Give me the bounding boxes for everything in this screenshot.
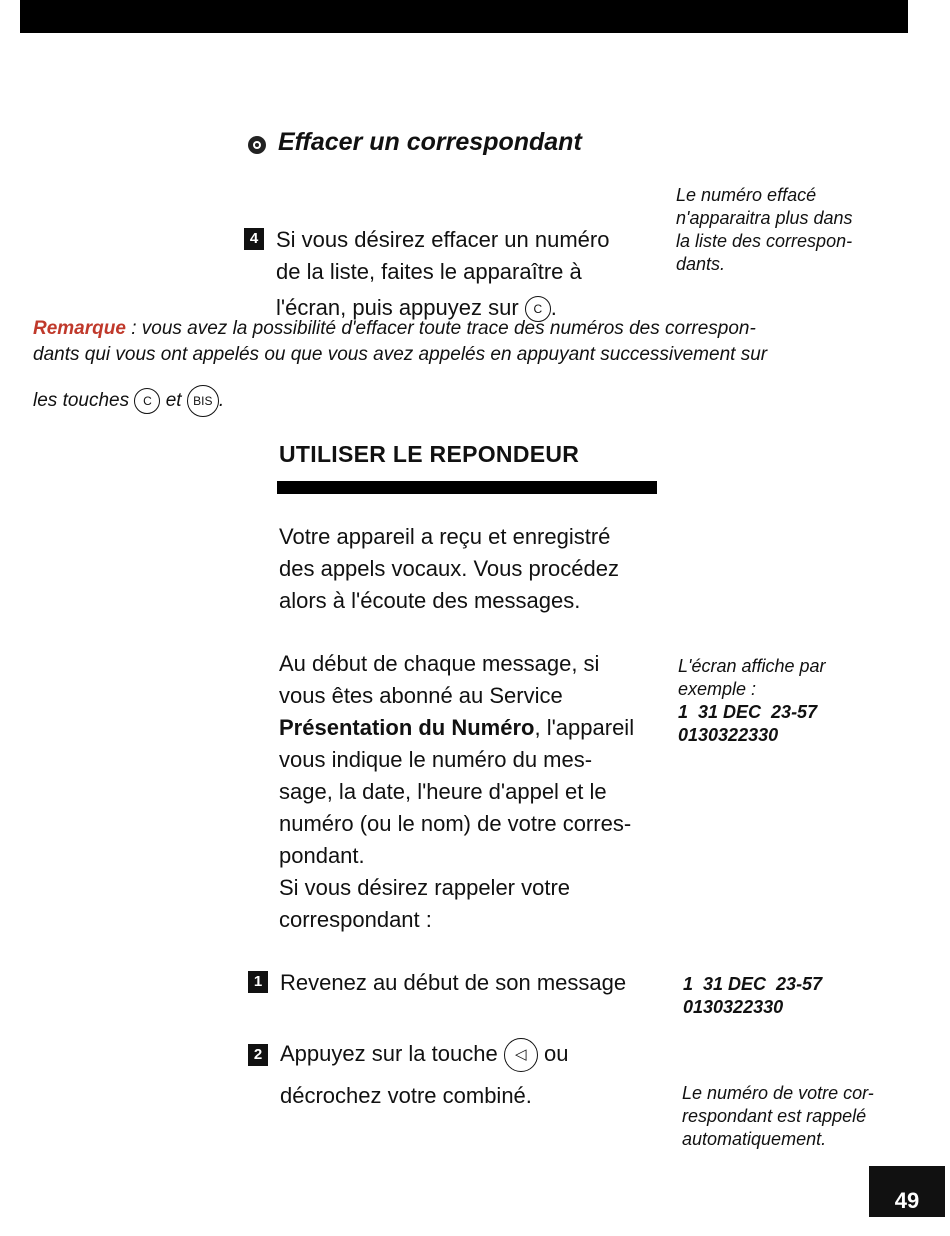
display-note	[678, 655, 826, 747]
display-example-date: 1 31 DEC 23-57	[678, 702, 818, 722]
remark-line2: dants qui vous ont appelés ou que vous avez appelés en appuyant successivement sur	[33, 344, 768, 365]
erase-note-line: n'apparaitra plus dans	[676, 208, 853, 228]
recall-note-line: automatiquement.	[682, 1129, 827, 1149]
recall-note-line: respondant est rappelé	[682, 1106, 867, 1126]
recall-note	[682, 1082, 874, 1151]
erase-note-line: la liste des correspon-	[676, 231, 853, 251]
display-step1-number: 0130322330	[683, 997, 784, 1017]
heading-utiliser-le-repondeur: UTILISER LE REPONDEUR	[279, 441, 580, 467]
display-example-number: 0130322330	[678, 725, 779, 745]
step2-line2: décrochez votre combiné.	[280, 1083, 532, 1109]
intro-line: alors à l'écoute des messages.	[279, 588, 581, 613]
step4-line3-text: l'écran, puis appuyez sur	[276, 295, 519, 320]
para-line: numéro (ou le nom) de votre corres-	[279, 811, 632, 836]
para-line: vous êtes abonné au Service	[279, 683, 563, 708]
display-note-line2: exemple :	[678, 679, 757, 699]
erase-note	[676, 184, 853, 276]
step-badge-4: 4	[244, 228, 264, 250]
display-step1-date: 1 31 DEC 23-57	[683, 974, 823, 994]
para-line: pondant.	[279, 843, 365, 868]
c-key-icon: C	[525, 296, 551, 322]
erase-note-line: dants.	[676, 254, 726, 274]
step4-end: .	[550, 295, 557, 320]
remark-text3: les touches	[33, 390, 130, 412]
recall-note-line: Le numéro de votre cor-	[682, 1083, 874, 1103]
remark-text1: : vous avez la possibilité d'effacer toute trace des numéros des correspon-	[125, 318, 756, 339]
remark-line3	[33, 385, 224, 417]
section-title: Effacer un correspondant	[278, 128, 582, 156]
remark-label: Remarque	[33, 318, 126, 339]
step2-text-after: ou	[543, 1041, 569, 1066]
step4-line2: de la liste, faites le apparaître à	[276, 259, 582, 284]
message-paragraph	[279, 648, 634, 936]
heading-rule	[277, 481, 657, 494]
top-black-bar	[20, 0, 908, 33]
display-step1	[683, 973, 822, 1019]
para-line	[279, 712, 634, 744]
speaker-key-icon: ◁	[504, 1038, 538, 1072]
para-line: Au début de chaque message, si	[279, 651, 600, 676]
step2-text-before: Appuyez sur la touche	[280, 1041, 498, 1066]
service-name: Présentation du Numéro	[279, 715, 535, 740]
para-line: sage, la date, l'heure d'appel et le	[279, 779, 607, 804]
display-note-line1: L'écran affiche par	[678, 656, 826, 676]
step4-line1: Si vous désirez effacer un numéro	[276, 227, 610, 252]
step2-text	[280, 1038, 568, 1112]
step-badge-2: 2	[248, 1044, 268, 1066]
para-line: vous indique le numéro du mes-	[279, 747, 593, 772]
remark-and: et	[165, 390, 182, 412]
step2-line1	[280, 1038, 568, 1072]
erase-note-line: Le numéro effacé	[676, 185, 817, 205]
step1-text: Revenez au début de son message	[280, 970, 627, 995]
intro-paragraph	[279, 521, 619, 617]
remark-line1	[33, 318, 756, 340]
para-line3-rest: , l'appareil	[534, 715, 635, 740]
step-badge-1: 1	[248, 971, 268, 993]
remark-end: .	[218, 390, 225, 412]
intro-line: Votre appareil a reçu et enregistré	[279, 524, 611, 549]
intro-line: des appels vocaux. Vous procédez	[279, 556, 620, 581]
c-key-icon: C	[134, 388, 160, 414]
telephone-bullet-icon	[246, 134, 268, 156]
para-line: correspondant :	[279, 907, 432, 932]
para-line: Si vous désirez rappeler votre	[279, 875, 571, 900]
page-number: 49	[869, 1166, 945, 1217]
bis-key-icon: BIS	[187, 385, 219, 417]
step4-text	[276, 224, 609, 324]
